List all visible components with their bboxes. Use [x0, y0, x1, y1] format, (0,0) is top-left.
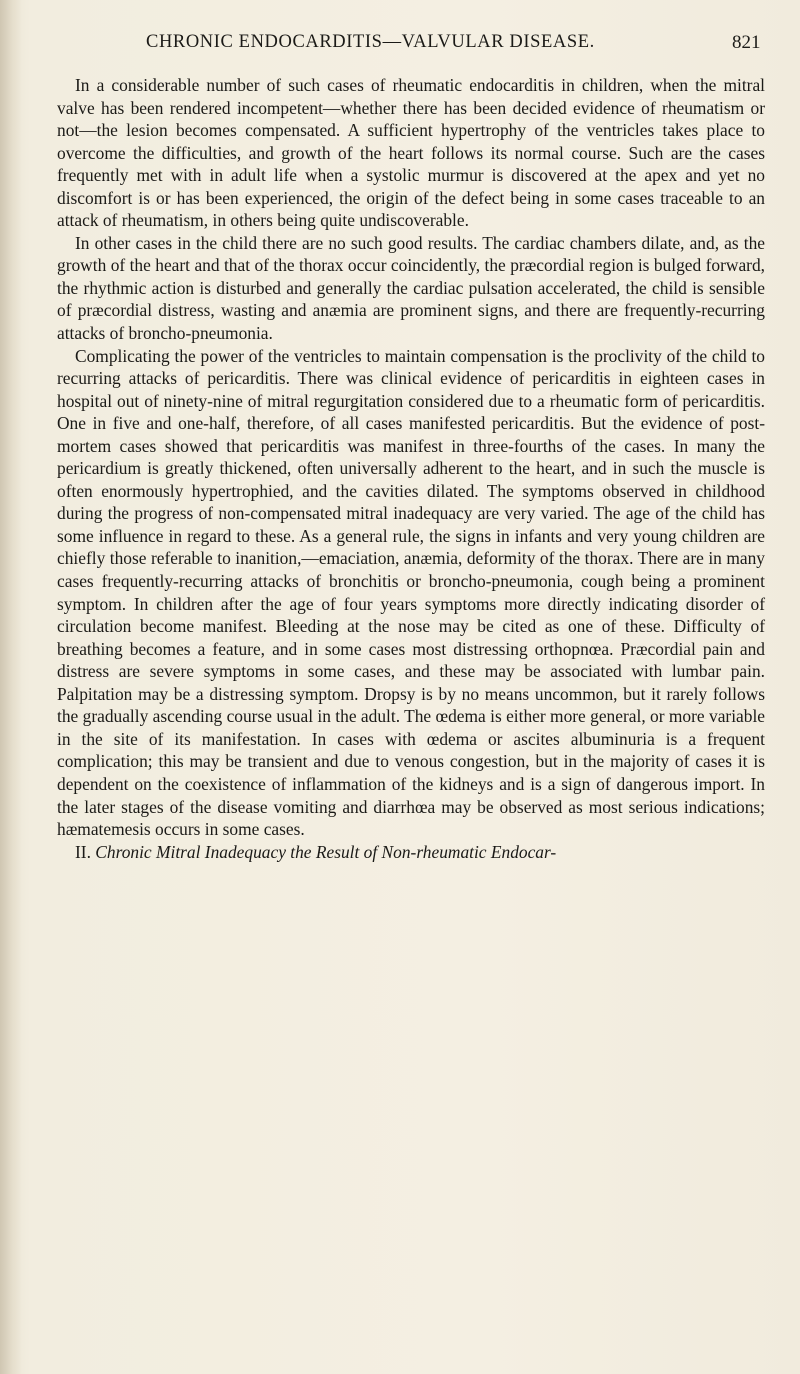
section-title: Chronic Mitral Inadequacy the Result of Non-rheumatic Endocar-: [95, 841, 557, 862]
running-head: [0, 32, 800, 58]
body-text: [57, 74, 765, 863]
paragraph-compensated-cases: In a considerable number of such cases of rheumatic endocarditis in children, when the mitral valve has been rendered incompetent—whether there has been decided evidence of rheumatism or not—the lesion becomes compensated. A sufficient hypertrophy of the ventricles takes place to overcome the difficulties, and growth of the heart follows its normal course. Such are the cases frequently met with in adult life when a systolic murmur is discovered at the apex and yet no discomfort is or has been experienced, the origin of the defect being in some cases traceable to an attack of rheumatism, in others being quite undiscoverable.: [57, 75, 765, 231]
binding-shadow: [0, 0, 22, 1374]
running-head-title: CHRONIC ENDOCARDITIS—VALVULAR DISEASE.: [146, 32, 595, 52]
paragraph-dilated-chambers: In other cases in the child there are no such good results. The cardiac chambers dilate, and, as the growth of the heart and that of the thorax occur coincidently, the præcordial region is bulged forward, the rhythmic action is disturbed and generally the cardiac pulsation accelerated, the child is sensible of præcordial distress, wasting and anæmia are prominent signs, and there are frequently-recurring attacks of broncho-pneumonia.: [57, 232, 765, 344]
section-numeral: II.: [75, 841, 91, 862]
page-number: 821: [732, 32, 761, 53]
section-heading: [57, 841, 765, 864]
paragraph-pericarditis-symptoms: Complicating the power of the ventricles to maintain compensation is the proclivity of the child to recurring attacks of pericarditis. There was clinical evidence of pericarditis in eighteen cases in hospital out of ninety-nine of mitral regurgitation considered due to a rheumatic form of pericarditis. One in five and one-half, therefore, of all cases manifested pericarditis. But the evidence of post-mortem cases showed that pericarditis was manifest in three-fourths of the cases. In many the pericardium is greatly thickened, often universally adherent to the heart, and in such the muscle is often enormously hypertrophied, and the cavities dilated. The symptoms observed in childhood during the progress of non-compensated mitral inadequacy are very varied. The age of the child has some influence in regard to these. As a general rule, the signs in infants and very young children are chiefly those referable to inanition,—emaciation, anæmia, deformity of the thorax. There are in many cases frequently-recurring attacks of bronchitis or broncho-pneumonia, cough being a prominent symptom. In children after the age of four years symptoms more directly indicating disorder of circulation become manifest. Bleeding at the nose may be cited as one of these. Difficulty of breathing becomes a feature, and in some cases most distressing orthopnœa. Præcordial pain and distress are severe symptoms in some cases, and these may be associated with lumbar pain. Palpitation may be a distressing symptom. Dropsy is by no means uncommon, but it rarely follows the gradually ascending course usual in the adult. The œdema is either more general, or more variable in the site of its manifestation. In cases with œdema or ascites albuminuria is a frequent complication; this may be transient and due to venous congestion, but in the majority of cases it is dependent on the coexistence of inflammation of the kidneys and is a sign of dangerous import. In the later stages of the disease vomiting and diarrhœa may be observed as most serious indications; hæmatemesis occurs in some cases.: [57, 345, 765, 840]
